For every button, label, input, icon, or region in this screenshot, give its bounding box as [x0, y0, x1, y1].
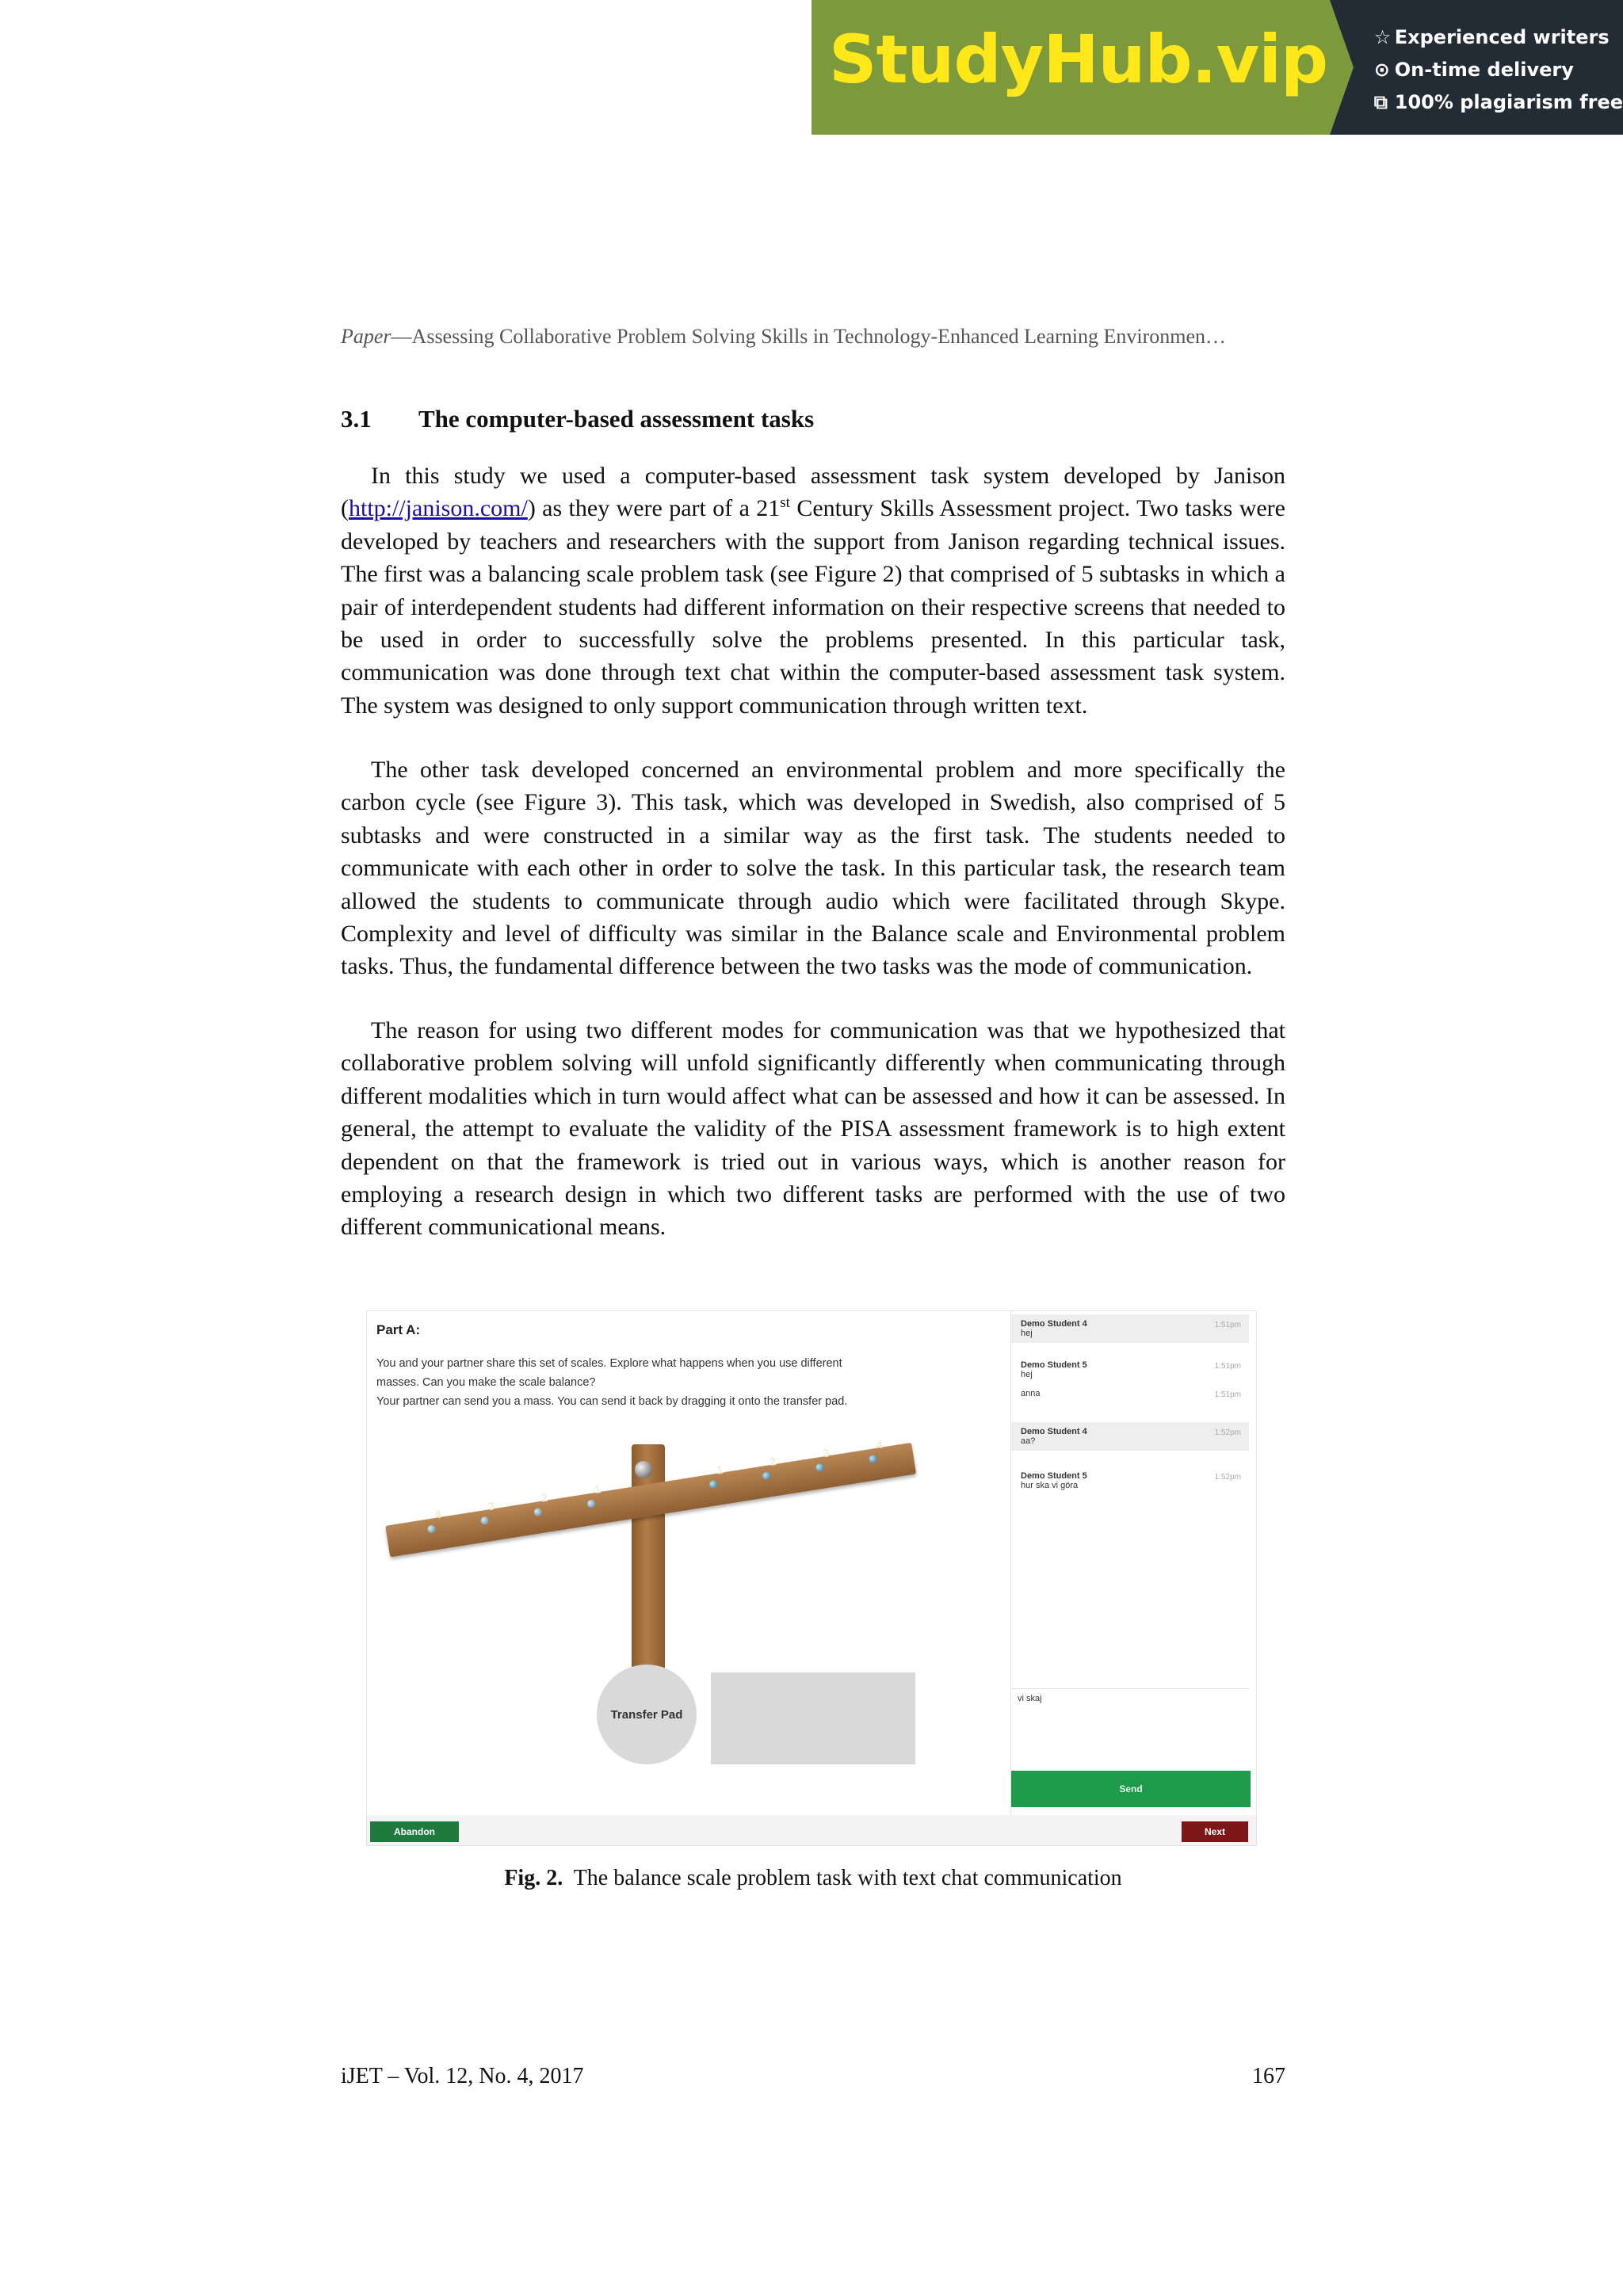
chat-time: 1:51pm	[1214, 1362, 1241, 1371]
feature-item	[1374, 21, 1623, 53]
figure-caption	[341, 1866, 1285, 1891]
clock-icon: ⊙	[1373, 58, 1390, 81]
journal-info: iJET – Vol. 12, No. 4, 2017	[341, 2064, 584, 2088]
position-label: 2	[540, 1490, 549, 1505]
page-footer	[341, 2064, 1285, 2089]
section-number: 3.1	[341, 405, 372, 433]
ordinal-superscript: st	[780, 494, 790, 512]
feature-label: On-time delivery	[1394, 58, 1574, 81]
chat-text: aa?	[1021, 1436, 1036, 1446]
scale-peg[interactable]	[480, 1516, 489, 1525]
position-label: 3	[487, 1499, 495, 1513]
scale-peg[interactable]	[427, 1524, 436, 1533]
star-icon: ☆	[1373, 25, 1392, 48]
position-label: 2	[769, 1454, 777, 1468]
position-label: 4	[433, 1507, 442, 1521]
transfer-pad-label: Transfer Pad	[610, 1707, 683, 1722]
promo-banner[interactable]	[812, 0, 1623, 135]
position-label: 3	[822, 1446, 831, 1460]
scale-peg[interactable]	[815, 1463, 824, 1472]
chat-input[interactable]: vi skaj	[1011, 1688, 1249, 1768]
running-head-title: —Assessing Collaborative Problem Solving Skills in Technology-Enhanced Learning Environmen…	[391, 325, 1226, 348]
chat-sender: Demo Student 5	[1021, 1471, 1087, 1481]
chat-time: 1:51pm	[1214, 1390, 1241, 1399]
running-head-label: Paper	[341, 325, 391, 348]
chat-text: anna	[1021, 1389, 1041, 1398]
chat-time: 1:52pm	[1214, 1473, 1241, 1482]
part-label: Part A:	[376, 1322, 421, 1337]
scale-peg[interactable]	[762, 1471, 771, 1480]
chat-text: hej	[1021, 1329, 1033, 1338]
section-heading	[341, 405, 814, 433]
instruction-line: Your partner can send you a mass. You can send it back by dragging it onto the transfer pad.	[376, 1395, 848, 1408]
scale-peg[interactable]	[708, 1480, 717, 1489]
mass-drop-area[interactable]	[711, 1672, 915, 1764]
feature-item	[1374, 86, 1623, 118]
banner-logo[interactable]: StudyHub.vip	[829, 21, 1328, 98]
janison-link[interactable]: http://janison.com/	[349, 495, 528, 522]
chat-text: hur ska vi göra	[1021, 1481, 1079, 1490]
transfer-pad[interactable]	[597, 1665, 697, 1764]
chat-message	[1011, 1384, 1249, 1403]
scale-post	[632, 1444, 665, 1682]
chat-message	[1011, 1314, 1249, 1343]
scale-peg[interactable]	[533, 1508, 542, 1516]
send-button[interactable]: Send	[1011, 1771, 1251, 1807]
next-button[interactable]: Next	[1182, 1821, 1248, 1842]
scale-pivot	[635, 1461, 652, 1478]
instruction-line: You and your partner share this set of scales. Explore what happens when you use different	[376, 1357, 842, 1370]
chat-message	[1011, 1422, 1249, 1451]
position-label: 1	[594, 1482, 602, 1497]
chat-time: 1:52pm	[1214, 1428, 1241, 1437]
scale-peg[interactable]	[869, 1455, 877, 1463]
caption-label: Fig. 2.	[504, 1866, 563, 1890]
scale-peg[interactable]	[586, 1499, 595, 1508]
position-label: 4	[875, 1437, 884, 1451]
feature-item	[1374, 53, 1623, 86]
paragraph: The reason for using two different modes for communication was that we hypothesized that collaborative problem solving will unfold significantly differently when communicating through different modalities which in turn would affect what can be assessed and how it can be assessed. In general, the attempt to evaluate the validity of the PISA assessment framework is to high extent dependent on that the framework is tried out in various ways, which is another reason for employing a research design in which two different tasks are performed with the use of two different communicational means.	[341, 1017, 1285, 1241]
paragraph	[341, 460, 1285, 722]
task-footer-bar	[367, 1815, 1256, 1845]
chat-message	[1011, 1356, 1249, 1384]
running-head	[341, 325, 1226, 349]
paragraph-text: Century Skills Assessment project. Two tasks were developed by teachers and researchers with the support from Janison regarding technical issues. The first was a balancing scale problem task (see Figure 2) that comprised of 5 subtasks in which a pair of interdependent students had different information on their respective screens that needed to be used in order to successfully solve the problems presented. In this particular task, communication was done through text chat within the computer-based assessment task system. The system was designed to only support communication through written text.	[341, 495, 1285, 719]
paragraph-text: In this study we used a computer-based assessment task system developed by Janison (	[341, 463, 1285, 522]
banner-features	[1330, 0, 1623, 135]
feature-label: 100% plagiarism free	[1394, 90, 1623, 113]
position-label: 1	[716, 1463, 724, 1477]
feature-label: Experienced writers	[1394, 25, 1610, 48]
task-pane	[367, 1311, 1010, 1815]
section-title: The computer-based assessment tasks	[418, 405, 815, 433]
figure-balance-scale-task	[366, 1310, 1257, 1846]
chat-sender: Demo Student 4	[1021, 1319, 1087, 1329]
copy-icon: ⧉	[1373, 90, 1388, 113]
chat-time: 1:51pm	[1214, 1321, 1241, 1329]
instruction-line: masses. Can you make the scale balance?	[376, 1376, 596, 1389]
paragraph: The other task developed concerned an environmental problem and more specifically the carbon cycle (see Figure 3). This task, which was developed in Swedish, also comprised of 5 subtasks and were constructed in a similar way as the first task. The students needed to communicate with each other in order to solve the task. In this particular task, the research team allowed the students to communicate through audio which were facilitated through Skype. Complexity and level of difficulty was similar in the Balance scale and Environmental problem tasks. Thus, the fundamental difference between the two tasks was the mode of communication.	[341, 757, 1285, 980]
chat-sender: Demo Student 5	[1021, 1360, 1087, 1370]
chat-message	[1011, 1466, 1249, 1495]
caption-text: The balance scale problem task with text chat communication	[573, 1866, 1122, 1890]
paragraph-text: ) as they were part of a 21	[527, 495, 781, 522]
abandon-button[interactable]: Abandon	[370, 1821, 459, 1842]
chat-sender: Demo Student 4	[1021, 1427, 1087, 1436]
chat-pane	[1010, 1311, 1255, 1815]
page-number: 167	[1252, 2064, 1285, 2088]
banner-logo-area	[812, 0, 1330, 135]
chat-text: hej	[1021, 1370, 1033, 1379]
